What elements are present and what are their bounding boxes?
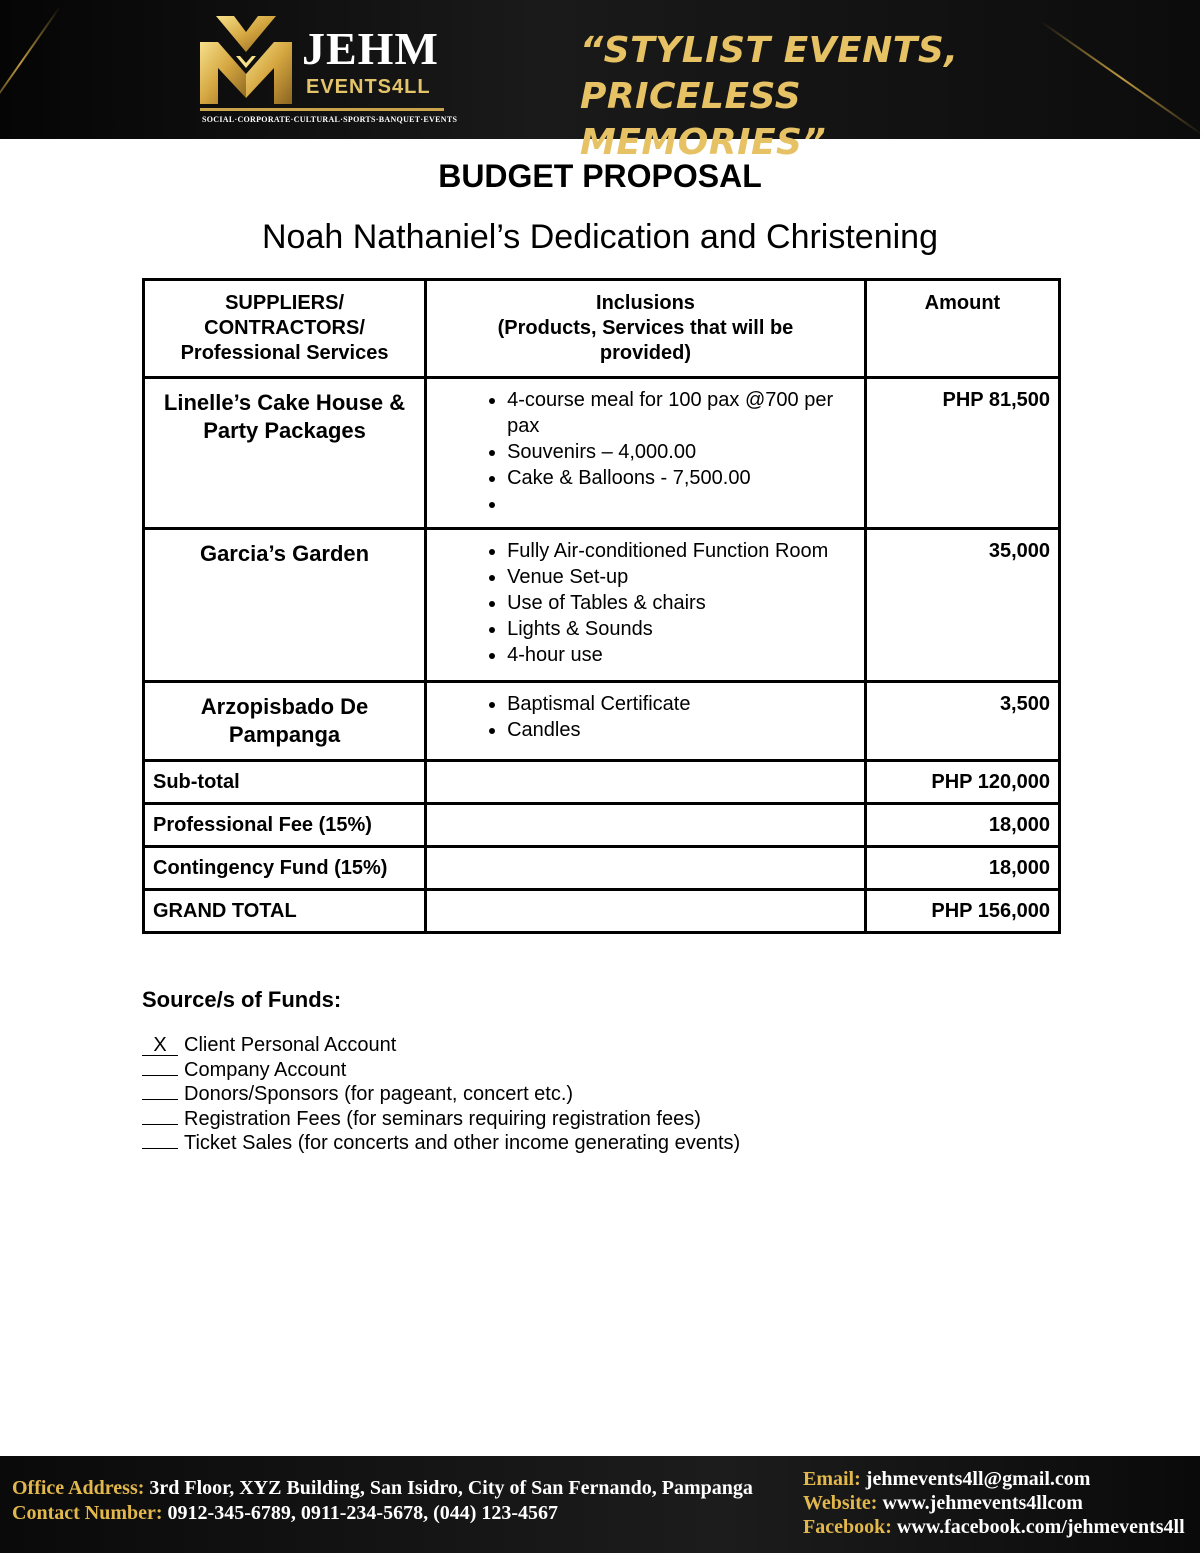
inclusion-item: • Baptismal Certificate (507, 691, 856, 717)
total-amount: PHP 120,000 (865, 761, 1059, 804)
event-title: Noah Nathaniel’s Dedication and Christening (261, 218, 938, 256)
source-mark (142, 1075, 178, 1076)
inclusion-item: • 4-course meal for 100 pax @700 per pax (507, 387, 856, 439)
document-title: BUDGET PROPOSAL (438, 158, 762, 194)
inclusion-item: • Fully Air-conditioned Function Room (507, 538, 856, 564)
sources-list (142, 1033, 740, 1156)
total-amount: PHP 156,000 (865, 890, 1059, 933)
office-value: 3rd Floor, XYZ Building, San Isidro, City of San Fernando, Pampanga (149, 1477, 753, 1499)
slogan-line: PRICELESS MEMORIES” (580, 76, 827, 163)
subtotal-row (144, 761, 1060, 804)
budget-table (142, 278, 1061, 934)
header-line: provided) (599, 342, 692, 364)
supplier-name-line: Pampanga (228, 722, 341, 747)
logo-name: JEHM (302, 23, 439, 74)
facebook (803, 1515, 1185, 1539)
inclusions-cell (426, 378, 866, 529)
grand-total-row (144, 890, 1060, 933)
inclusions-list (427, 538, 856, 668)
inclusion-item: • Candles (507, 717, 856, 743)
inclusion-item: • Use of Tables & chairs (507, 590, 856, 616)
total-label: Contingency Fund (15%) (144, 847, 426, 890)
empty-cell (426, 761, 866, 804)
inclusion-item: • Venue Set-up (507, 564, 856, 590)
table-row (144, 529, 1060, 682)
source-label: Ticket Sales (for concerts and other income generating events) (184, 1132, 741, 1155)
website (803, 1491, 1185, 1515)
supplier-name-line: Linelle’s Cake House & (163, 390, 406, 415)
inclusions-list (427, 691, 856, 743)
inclusions-cell (426, 529, 866, 682)
sources-title: Source/s of Funds: (142, 987, 342, 1012)
footer-online-block (803, 1467, 1185, 1539)
letterhead-footer (0, 1456, 1200, 1553)
gold-streak (1039, 20, 1204, 136)
total-label: GRAND TOTAL (144, 890, 426, 933)
total-amount: 18,000 (865, 847, 1059, 890)
inclusion-item: • Cake & Balloons - 7,500.00 (507, 465, 856, 491)
email-label: Email: (803, 1468, 861, 1490)
header-line: CONTRACTORS/ (204, 317, 365, 339)
supplier-name-line: Arzopisbado De (200, 694, 369, 719)
amount-cell: 35,000 (865, 529, 1059, 682)
source-mark: X (142, 1035, 178, 1056)
source-option (142, 1033, 740, 1058)
email (803, 1467, 1185, 1491)
jehm-logo-icon (196, 12, 296, 107)
source-option (142, 1107, 740, 1132)
contact-value: 0912-345-6789, 0911-234-5678, (044) 123-4567 (167, 1502, 559, 1524)
inclusions-cell (426, 682, 866, 761)
amount-cell: 3,500 (865, 682, 1059, 761)
supplier-cell (144, 682, 426, 761)
total-amount: 18,000 (865, 804, 1059, 847)
table-row (144, 378, 1060, 529)
contact-number (12, 1501, 753, 1526)
facebook-label: Facebook: (803, 1516, 892, 1538)
supplier-cell (144, 529, 426, 682)
total-label: Professional Fee (15%) (144, 804, 426, 847)
facebook-value[interactable]: www.facebook.com/jehmevents4ll (896, 1516, 1185, 1538)
header-line: (Products, Services that will be (497, 317, 794, 339)
empty-cell (426, 847, 866, 890)
source-mark (142, 1099, 178, 1100)
slogan-line: “STYLIST EVENTS, (580, 30, 959, 71)
source-mark (142, 1124, 178, 1125)
footer-contact-block (12, 1476, 753, 1526)
inclusion-item: • 4-hour use (507, 642, 856, 668)
amount-cell: PHP 81,500 (865, 378, 1059, 529)
header-line: Inclusions (596, 292, 695, 314)
inclusion-item: • Souvenirs – 4,000.00 (507, 439, 856, 465)
slogan (580, 28, 1060, 166)
table-row (144, 682, 1060, 761)
professional-fee-row (144, 804, 1060, 847)
empty-cell (426, 890, 866, 933)
header-amount: Amount (865, 280, 1059, 378)
logo-tagline: SOCIAL·CORPORATE·CULTURAL·SPORTS·BANQUET·EVENTS (202, 115, 458, 124)
inclusion-item (507, 491, 856, 517)
source-label: Donors/Sponsors (for pageant, concert etc.) (184, 1083, 574, 1106)
source-label: Registration Fees (for seminars requiring registration fees) (184, 1107, 701, 1130)
gold-streak (0, 6, 61, 122)
source-option (142, 1058, 740, 1083)
source-option (142, 1131, 740, 1156)
empty-cell (426, 804, 866, 847)
logo-subtitle: EVENTS4LL (306, 76, 431, 98)
table-header-row (144, 280, 1060, 378)
source-option (142, 1082, 740, 1107)
supplier-name-line: Garcia’s Garden (199, 541, 370, 566)
supplier-name-line: Party Packages (203, 418, 366, 443)
website-value[interactable]: www.jehmevents4llcom (882, 1492, 1083, 1514)
website-label: Website: (803, 1492, 878, 1514)
office-label: Office Address: (12, 1477, 145, 1499)
header-suppliers (144, 280, 426, 378)
source-label: Company Account (184, 1058, 347, 1081)
source-label: Client Personal Account (184, 1034, 397, 1056)
supplier-cell (144, 378, 426, 529)
inclusions-list (427, 387, 856, 517)
inclusion-item: • Lights & Sounds (507, 616, 856, 642)
logo-divider (200, 108, 444, 111)
letterhead-banner (0, 0, 1200, 163)
office-address (12, 1476, 753, 1501)
contingency-fund-row (144, 847, 1060, 890)
contact-label: Contact Number: (12, 1502, 163, 1524)
email-value[interactable]: jehmevents4ll@gmail.com (865, 1468, 1091, 1490)
header-line: SUPPLIERS/ (225, 292, 344, 314)
header-inclusions (426, 280, 866, 378)
total-label: Sub-total (144, 761, 426, 804)
header-line: Professional Services (180, 342, 389, 364)
source-mark (142, 1148, 178, 1149)
